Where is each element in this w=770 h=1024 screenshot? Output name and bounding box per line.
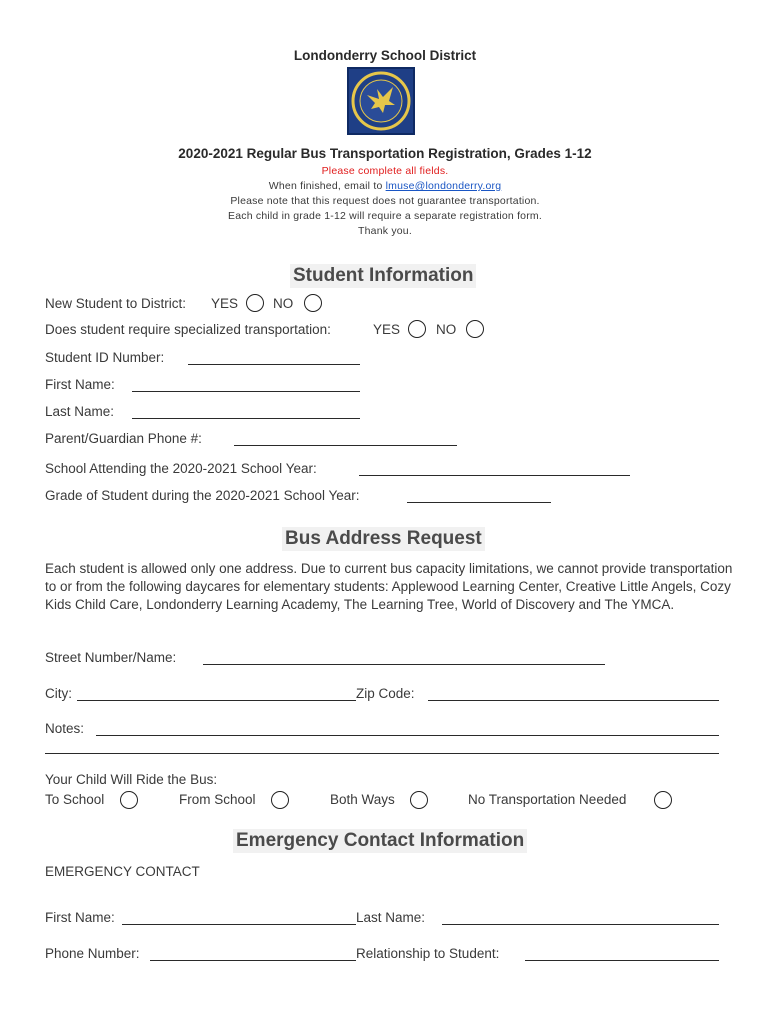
specialized-yes-label: YES — [373, 322, 401, 337]
both-ways-radio[interactable] — [410, 791, 428, 809]
notes-field-line-2[interactable] — [45, 753, 719, 754]
emergency-first-name-field[interactable] — [122, 924, 356, 925]
required-note: Please complete all fields. — [321, 165, 449, 177]
new-student-yes-label: YES — [211, 296, 239, 311]
grade-field[interactable] — [407, 502, 551, 503]
specialized-no-label: NO — [436, 322, 457, 337]
city-field[interactable] — [77, 700, 356, 701]
separate-form-note: Each child in grade 1-12 will require a separate registration form. — [228, 210, 542, 222]
school-field[interactable] — [359, 475, 630, 476]
emergency-subheading: EMERGENCY CONTACT — [45, 864, 200, 879]
last-name-field[interactable] — [132, 418, 360, 419]
ride-label: Your Child Will Ride the Bus: — [45, 772, 218, 787]
emergency-first-name-label: First Name: — [45, 910, 115, 925]
from-school-radio[interactable] — [271, 791, 289, 809]
street-field[interactable] — [203, 664, 605, 665]
parent-phone-label: Parent/Guardian Phone #: — [45, 431, 202, 446]
new-student-yes-radio[interactable] — [246, 294, 264, 312]
to-school-label: To School — [45, 792, 105, 807]
bus-address-heading: Bus Address Request — [282, 527, 485, 551]
emergency-last-name-label: Last Name: — [356, 910, 426, 925]
specialized-label: Does student require specialized transportation: — [45, 322, 331, 337]
district-name: Londonderry School District — [293, 48, 477, 63]
zip-field[interactable] — [428, 700, 719, 701]
grade-label: Grade of Student during the 2020-2021 School Year: — [45, 488, 360, 503]
email-prefix: When finished, email to — [268, 180, 386, 192]
from-school-label: From School — [179, 792, 256, 807]
last-name-label: Last Name: — [45, 404, 115, 419]
to-school-radio[interactable] — [120, 791, 138, 809]
city-label: City: — [45, 686, 72, 701]
school-label: School Attending the 2020-2021 School Year: — [45, 461, 317, 476]
emergency-relationship-label: Relationship to Student: — [356, 946, 500, 961]
bus-address-description: Each student is allowed only one address. Due to current bus capacity limitations, we cannot provide transportation to or from the following daycares for elementary students: Applewood Learning Center, Creative Little Angels, Cozy Kids Child Care, Londonderry Learning Academy, The Learning Tree, World of Discovery and The YMCA. — [45, 561, 733, 613]
student-info-heading: Student Information — [290, 264, 476, 288]
first-name-label: First Name: — [45, 377, 115, 392]
new-student-no-radio[interactable] — [304, 294, 322, 312]
emergency-relationship-field[interactable] — [525, 960, 719, 961]
form-title: 2020-2021 Regular Bus Transportation Registration, Grades 1-12 — [178, 146, 592, 161]
email-instruction — [0, 180, 770, 192]
student-id-field[interactable] — [188, 364, 360, 365]
emergency-heading: Emergency Contact Information — [233, 829, 527, 853]
emergency-phone-field[interactable] — [150, 960, 356, 961]
notes-field-line-1[interactable] — [96, 735, 719, 736]
new-student-label: New Student to District: — [45, 296, 187, 311]
emergency-phone-label: Phone Number: — [45, 946, 140, 961]
specialized-yes-radio[interactable] — [408, 320, 426, 338]
no-transport-label: No Transportation Needed — [468, 792, 627, 807]
first-name-field[interactable] — [132, 391, 360, 392]
district-logo — [347, 67, 415, 135]
student-id-label: Student ID Number: — [45, 350, 165, 365]
no-transport-radio[interactable] — [654, 791, 672, 809]
email-link[interactable]: lmuse@londonderry.org — [385, 180, 502, 192]
emergency-last-name-field[interactable] — [442, 924, 719, 925]
guarantee-note: Please note that this request does not guarantee transportation. — [230, 195, 540, 207]
new-student-no-label: NO — [273, 296, 294, 311]
notes-label: Notes: — [45, 721, 85, 736]
eagle-logo-icon — [349, 69, 413, 133]
thank-you: Thank you. — [358, 225, 412, 237]
street-label: Street Number/Name: — [45, 650, 177, 665]
specialized-no-radio[interactable] — [466, 320, 484, 338]
both-ways-label: Both Ways — [330, 792, 395, 807]
parent-phone-field[interactable] — [234, 445, 457, 446]
zip-label: Zip Code: — [356, 686, 415, 701]
